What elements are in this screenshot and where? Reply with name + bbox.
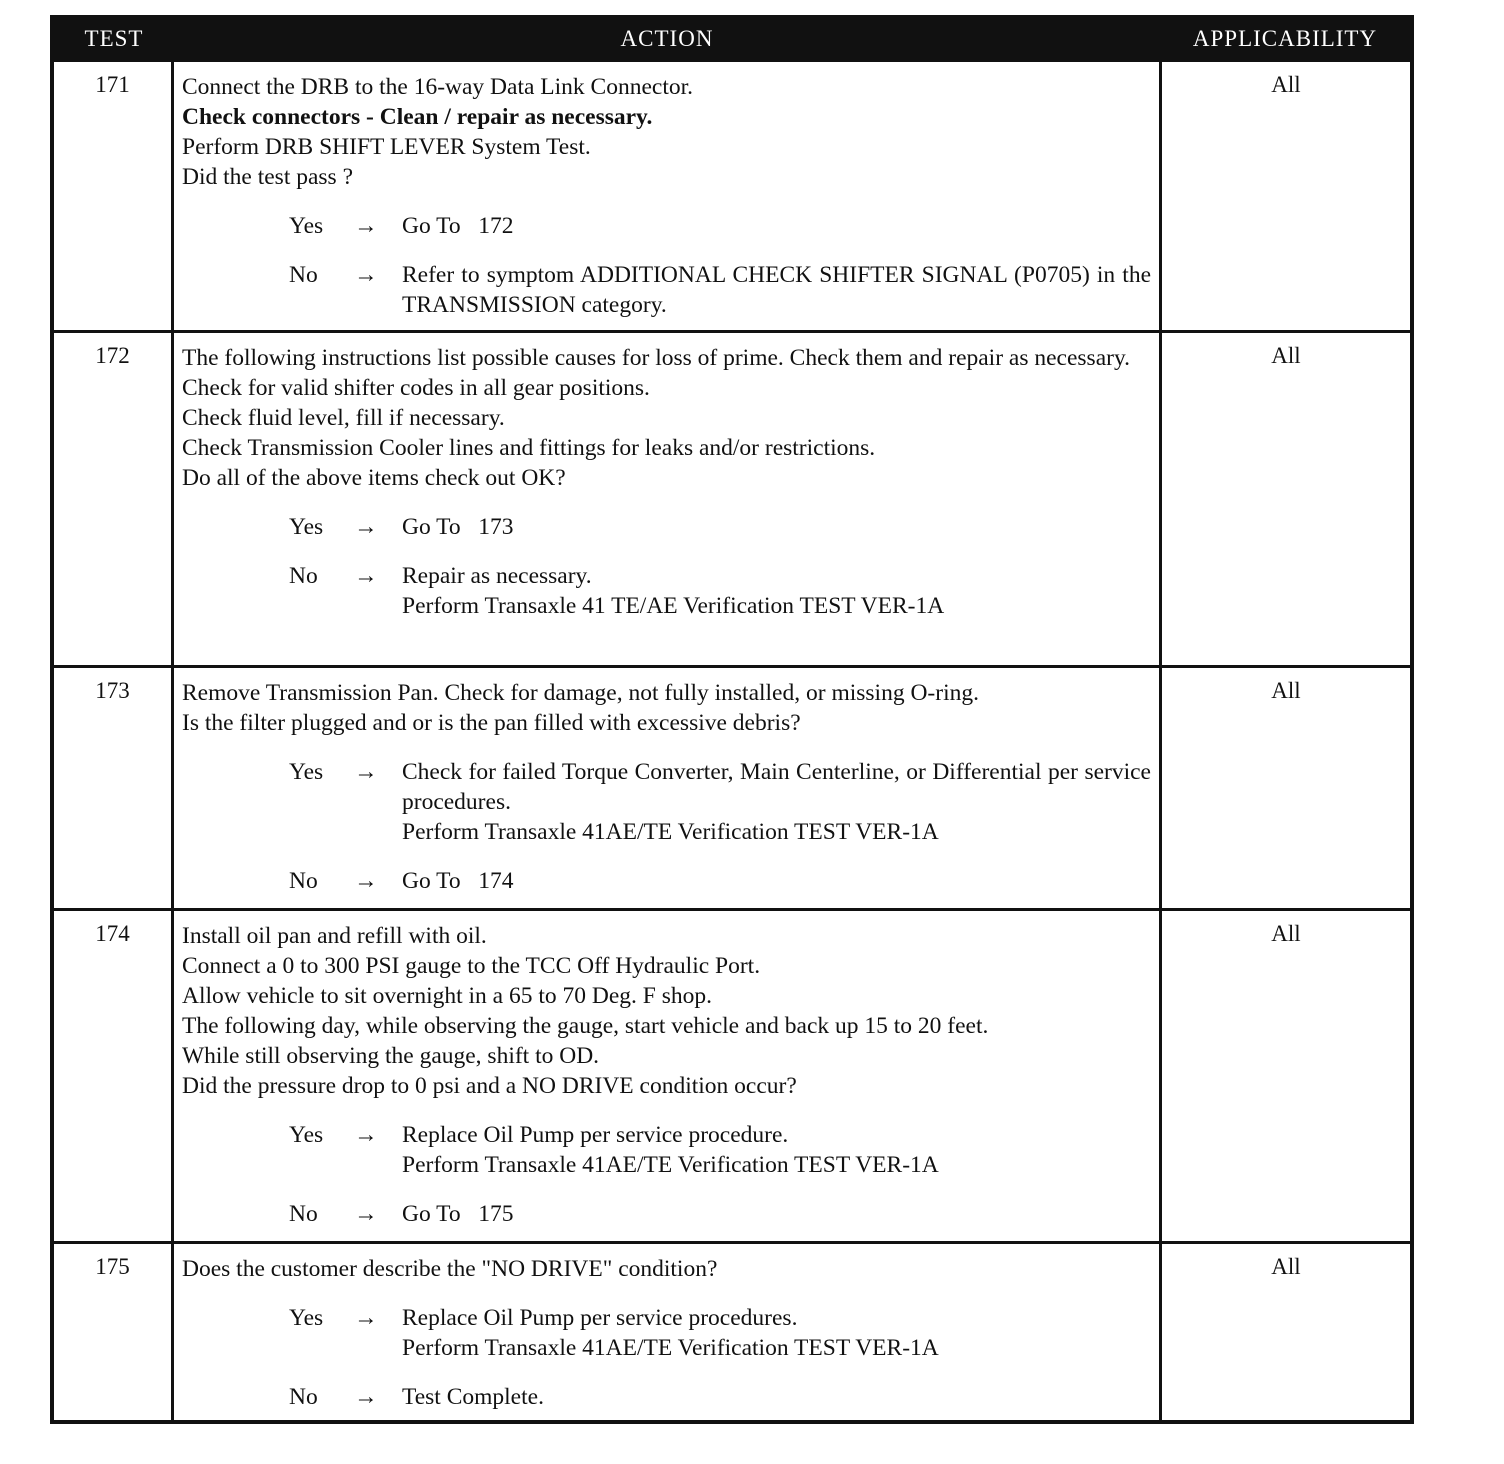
test-number: 172 (54, 333, 174, 665)
action-line: Check connectors - Clean / repair as necessary. (182, 104, 653, 130)
arrow-icon: → (354, 563, 378, 589)
action-line: Remove Transmission Pan. Check for damage, not fully installed, or missing O-ring. (182, 680, 979, 706)
arrow-icon: → (354, 1305, 378, 1331)
action-cell (174, 668, 1162, 908)
header-test: TEST (84, 26, 144, 51)
yes-branch (182, 1303, 1151, 1363)
no-result: Go To 174 (402, 868, 514, 894)
test-number: 173 (54, 668, 174, 908)
action-line: Allow vehicle to sit overnight in a 65 to 70 Deg. F shop. (182, 983, 713, 1009)
arrow-icon: → (354, 1201, 378, 1227)
table-row (54, 908, 1410, 1241)
header-applicability: APPLICABILITY (1192, 26, 1378, 51)
yes-result-verification: Perform Transaxle 41AE/TE Verification TEST VER-1A (402, 1335, 939, 1361)
yes-result: Go To 172 (402, 213, 514, 239)
no-label: No (289, 1201, 318, 1227)
action-cell (174, 62, 1162, 330)
no-result: Refer to symptom ADDITIONAL CHECK SHIFTER SIGNAL (P0705) in the TRANSMISSION category. (402, 262, 1151, 318)
arrow-icon: → (354, 514, 378, 540)
arrow-icon: → (354, 759, 378, 785)
yes-label: Yes (289, 213, 324, 239)
yes-result-verification: Perform Transaxle 41AE/TE Verification TEST VER-1A (402, 819, 939, 845)
no-result: Go To 175 (402, 1201, 514, 1227)
action-cell (174, 1244, 1162, 1420)
action-line: The following day, while observing the gauge, start vehicle and back up 15 to 20 feet. (182, 1013, 989, 1039)
table-row (54, 1241, 1410, 1420)
applicability-value: All (1271, 72, 1301, 97)
applicability-value: All (1271, 678, 1301, 703)
action-cell (174, 333, 1162, 665)
yes-branch (182, 512, 1151, 542)
action-line: Check fluid level, fill if necessary. (182, 405, 505, 431)
applicability-value: All (1271, 343, 1301, 368)
yes-result-verification: Perform Transaxle 41AE/TE Verification TEST VER-1A (402, 1152, 939, 1178)
applicability-value: All (1271, 921, 1301, 946)
table-row (54, 665, 1410, 908)
action-line: Did the pressure drop to 0 psi and a NO DRIVE condition occur? (182, 1073, 797, 1099)
yes-branch (182, 757, 1151, 847)
no-result-verification: Perform Transaxle 41 TE/AE Verification TEST VER-1A (402, 593, 945, 619)
test-number: 175 (54, 1244, 174, 1420)
action-line: The following instructions list possible causes for loss of prime. Check them and repair as necessary. (182, 345, 1131, 371)
yes-branch (182, 211, 1151, 241)
yes-result: Check for failed Torque Converter, Main Centerline, or Differential per service procedures. (402, 759, 1151, 815)
table-row (54, 59, 1410, 330)
no-branch (182, 260, 1151, 320)
no-label: No (289, 563, 318, 589)
applicability-value: All (1271, 1254, 1301, 1279)
action-cell (174, 911, 1162, 1241)
action-line: Is the filter plugged and or is the pan filled with excessive debris? (182, 710, 801, 736)
action-line: Check Transmission Cooler lines and fittings for leaks and/or restrictions. (182, 435, 876, 461)
no-branch (182, 866, 1151, 896)
no-branch (182, 561, 1151, 621)
yes-result: Replace Oil Pump per service procedure. (402, 1122, 789, 1148)
header-action: ACTION (620, 26, 714, 51)
no-label: No (289, 868, 318, 894)
arrow-icon: → (354, 868, 378, 894)
diagnostic-table (50, 15, 1414, 1424)
yes-result: Replace Oil Pump per service procedures. (402, 1305, 798, 1331)
action-line: While still observing the gauge, shift to OD. (182, 1043, 600, 1069)
table-row (54, 330, 1410, 665)
yes-result: Go To 173 (402, 514, 514, 540)
yes-label: Yes (289, 514, 324, 540)
action-line: Install oil pan and refill with oil. (182, 923, 487, 949)
yes-label: Yes (289, 759, 324, 785)
action-line: Do all of the above items check out OK? (182, 465, 566, 491)
arrow-icon: → (354, 1122, 378, 1148)
no-label: No (289, 1384, 318, 1410)
no-result: Test Complete. (402, 1384, 544, 1410)
action-line: Perform DRB SHIFT LEVER System Test. (182, 134, 591, 160)
no-result: Repair as necessary. (402, 563, 592, 589)
yes-label: Yes (289, 1305, 324, 1331)
no-branch (182, 1382, 1151, 1412)
action-line: Connect the DRB to the 16-way Data Link Connector. (182, 74, 694, 100)
action-line: Did the test pass ? (182, 164, 353, 190)
test-number: 171 (54, 62, 174, 330)
test-number: 174 (54, 911, 174, 1241)
no-branch (182, 1199, 1151, 1229)
yes-label: Yes (289, 1122, 324, 1148)
yes-branch (182, 1120, 1151, 1180)
no-label: No (289, 262, 318, 288)
arrow-icon: → (354, 262, 378, 288)
table-header (54, 19, 1410, 59)
arrow-icon: → (354, 213, 378, 239)
action-line: Check for valid shifter codes in all gear positions. (182, 375, 650, 401)
action-line: Does the customer describe the "NO DRIVE" condition? (182, 1256, 718, 1282)
arrow-icon: → (354, 1384, 378, 1410)
action-line: Connect a 0 to 300 PSI gauge to the TCC Off Hydraulic Port. (182, 953, 761, 979)
